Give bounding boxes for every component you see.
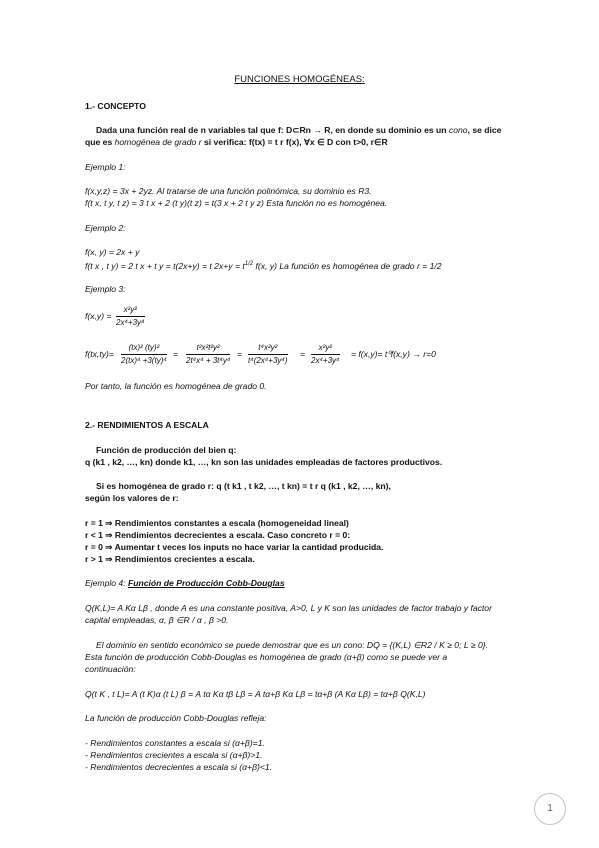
cobb-douglas-line-1: Q(K,L)= A Kα Lβ , donde A es una constante positiva, A>0, L y K son las unidades de factor trabajo y factor — [85, 603, 492, 613]
example-3-label: Ejemplo 3: — [85, 284, 126, 294]
bullet-increasing: - Rendimientos crecientes a escala si (α+β)>1. — [85, 750, 263, 760]
domain-line-3: continuación: — [85, 664, 136, 674]
example-3-fraction-3: $\frac{\text{t⁴x²y²}}{\text{t⁴(2x⁴+3y⁴)}}$ — [248, 343, 288, 365]
example-3-ftxty: f(tx,ty)= — [85, 349, 114, 359]
bullet-decreasing: - Rendimientos decrecientes a escala si (α+β)<1. — [85, 762, 273, 772]
equals-sign: = — [237, 349, 243, 359]
example-3-result: = f(x,y)= t⁰f(x,y) → r=0 — [351, 349, 436, 359]
example-4-heading: Ejemplo 4: Función de Producción Cobb-Douglas — [85, 578, 285, 588]
example-1-line-2: f(t x, t y, t z) = 3 t x + 2 (t y)(t z) = t(3 x + 2 t y z) Esta función no es homogénea. — [85, 198, 388, 208]
production-function-line: q (k1 , k2, …, kn) donde k1, …, kn son las unidades empleadas de factores productivos. — [85, 457, 443, 467]
equals-sign: = — [173, 349, 179, 359]
example-1-line-1: f(x,y,z) = 3x + 2yz. Al tratarse de una función polinómica, su dominio es R3. — [85, 186, 372, 196]
example-2-label: Ejemplo 2: — [85, 223, 126, 233]
homogeneous-line-1: Si es homogénea de grado r: q (t k1 , t k2, …, t kn) = t r q (k1 , k2, …, kn), — [96, 481, 391, 491]
definition-line-1: Dada una función real de n variables tal que f: D⊂Rn → R, en donde su dominio es un cono, se dice — [96, 125, 502, 135]
example-2-line-1: f(x, y) = 2x + y — [85, 247, 140, 257]
page-title: FUNCIONES HOMOGÉNEAS: — [234, 74, 365, 85]
refleja-line: La función de producción Cobb-Douglas refleja: — [85, 713, 267, 723]
domain-line-1: El dominio en sentido económico se puede demostrar que es un cono: DQ = {(K,L) ∈R2 / K ≥ 0; L ≥ 0}. — [96, 640, 489, 650]
example-2-line-2: f(t x , t y) = 2 t x + t y = t(2x+y) = t $2x+y = t^{1/2}$ f(x, y) La función es homogénea de grado r = 1/2 — [85, 260, 442, 271]
example-3-fraction: $\frac{\text{x²y²}}{\text{2x⁴+3y⁴}}$ — [116, 305, 145, 327]
section-1-heading: 1.- CONCEPTO — [85, 101, 146, 111]
returns-increasing: r > 1 ⇒ Rendimientos crecientes a escala. — [85, 554, 255, 564]
example-1-label: Ejemplo 1: — [85, 162, 126, 172]
returns-constant: r = 1 ⇒ Rendimientos constantes a escala (homogeneidad lineal) — [85, 518, 349, 528]
example-3-fraction-1: $\frac{\text{(tx)² (ty)²}}{\text{2(tx)⁴ +3(ty)⁴}}$ — [121, 343, 167, 365]
domain-line-2: Esta función de producción Cobb-Douglas es homogénea de grado (α+β) como se puede ver a — [85, 652, 448, 662]
bullet-constant: - Rendimientos constantes a escala si (α+β)=1. — [85, 738, 265, 748]
equals-sign: = — [300, 349, 306, 359]
returns-zero: r = 0 ⇒ Aumentar t veces los inputs no hace variar la cantidad producida. — [85, 542, 384, 552]
returns-decreasing: r < 1 ⇒ Rendimientos decrecientes a escala. Caso concreto r = 0: — [85, 530, 351, 540]
definition-line-2: que es homogénea de grado r si verifica: f(tx) = t r f(x), ∀x ∈ D con t>0, r∈R — [85, 137, 388, 147]
production-function-label: Función de producción del bien q: — [96, 445, 237, 455]
homogeneity-equation: Q(t K , t L)= A (t K)α (t L) β = A tα Kα tβ Lβ = A tα+β Kα Lβ = tα+β (A Kα Lβ) = tα+β Q(K,L) — [85, 689, 426, 699]
cobb-douglas-line-2: capital empleadas, α, β ∈R / α , β >0. — [85, 615, 229, 625]
example-3-fxy: f(x,y) = — [85, 311, 112, 321]
page-number: 1 — [534, 793, 566, 825]
example-3-conclusion: Por tanto, la función es homogénea de grado 0. — [85, 381, 267, 391]
example-3-fraction-4: $\frac{\text{x²y²}}{\text{2x⁴+3y⁴}}$ — [311, 343, 340, 365]
example-3-fraction-2: $\frac{\text{t²x²t²y²}}{\text{2t⁴x⁴ + 3t⁴y⁴}}$ — [186, 343, 231, 365]
section-2-heading: 2.- RENDIMIENTOS A ESCALA — [85, 420, 209, 430]
homogeneous-line-2: según los valores de r: — [85, 493, 179, 503]
